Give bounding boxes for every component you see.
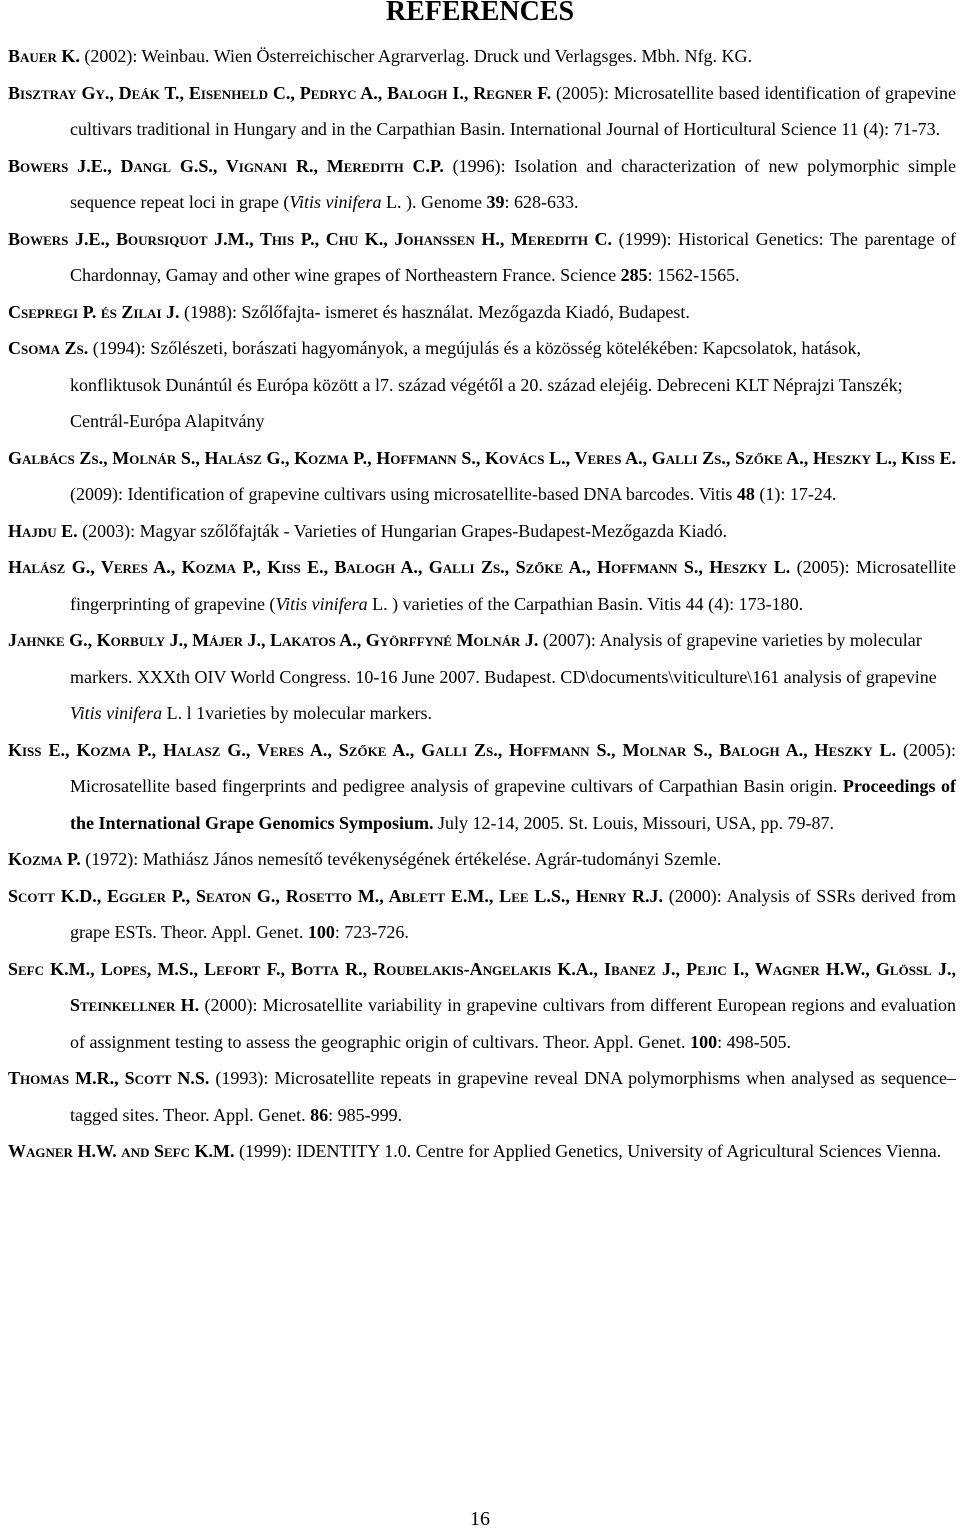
- reference-item: [8, 221, 956, 294]
- reference-item: [8, 148, 956, 221]
- reference-text: (2000): Microsatellite variability in grapevine cultivars from different European regions and evaluation of assignment testing to assess the geographic origin of cultivars. Theor. Appl. Genet.: [70, 995, 957, 1052]
- reference-text: (1972): Mathiász János nemesítő tevékenységének értékelése. Agrár-tudományi Szemle.: [80, 849, 722, 869]
- reference-item: [8, 440, 956, 513]
- reference-authors: Bauer K.: [8, 46, 80, 66]
- reference-item: [8, 549, 956, 622]
- reference-text: : 498-505.: [717, 1031, 792, 1052]
- volume-number: 285: [620, 265, 648, 285]
- reference-item: [8, 75, 956, 148]
- reference-item: [8, 951, 956, 1061]
- reference-authors: Bisztray Gy., Deák T., Eisenheld C., Pedryc A., Balogh I., Regner F.: [8, 82, 552, 103]
- reference-authors: Bowers J.E., Dangl G.S., Vignani R., Meredith C.P.: [8, 155, 444, 176]
- reference-authors: Kozma P.: [8, 849, 81, 869]
- reference-authors: Csepregi P. és Zilai J.: [8, 301, 180, 322]
- reference-authors: Bowers J.E., Boursiquot J.M., This P., Chu K., Johanssen H., Meredith C.: [8, 228, 613, 249]
- reference-text: L. ) varieties of the Carpathian Basin. Vitis 44 (4): 173-180.: [367, 593, 804, 614]
- reference-text: (1993): Microsatellite repeats in grapevine reveal DNA polymorphisms when analysed as sequence–tagged sites. Theor. Appl. Genet.: [70, 1068, 957, 1125]
- reference-text: : 628-633.: [504, 192, 579, 212]
- reference-authors: Wagner H.W. and Sefc K.M.: [8, 1141, 235, 1161]
- species-name: Vitis vinifera: [70, 703, 163, 723]
- volume-number: 86: [310, 1104, 329, 1125]
- reference-item: [8, 1060, 956, 1133]
- volume-number: 48: [736, 484, 755, 504]
- reference-text: (2005): Microsatellite based identification of grapevine cultivars traditional in Hungary and in the Carpathian Basin. International Journal of Horticultural Science 11 (4): 71-73.: [70, 82, 956, 139]
- reference-authors: Jahnke G., Korbuly J., Májer J., Lakatos A., Györffyné Molnár J.: [8, 630, 539, 650]
- reference-item: [8, 330, 956, 440]
- reference-item: [8, 878, 956, 951]
- reference-text: : 985-999.: [328, 1104, 403, 1125]
- reference-text: (2005): Microsatellite based fingerprints and pedigree analysis of grapevine cultivars of Carpathian Basin origin.: [70, 739, 957, 796]
- reference-item: [8, 294, 956, 331]
- reference-list: [8, 38, 956, 1170]
- reference-authors: Halász G., Veres A., Kozma P., Kiss E., Balogh A., Galli Zs., Szőke A., Hoffmann S., Heszky L.: [8, 557, 791, 577]
- page-title: REFERENCES: [385, 0, 575, 27]
- reference-authors: Hajdu E.: [8, 520, 78, 541]
- reference-text: (2000): Analysis of SSRs derived from grape ESTs. Theor. Appl. Genet.: [70, 885, 956, 942]
- reference-text: (2002): Weinbau. Wien Österreichischer Agrarverlag. Druck und Verlagsges. Mbh. Nfg. KG.: [79, 46, 752, 66]
- reference-text: L. l 1varieties by molecular markers.: [162, 703, 433, 723]
- reference-text: (1994): Szőlészeti, borászati hagyományok, a megújulás és a közösség kötelékében: Kapcsolatok, hatások, konfliktusok Dunántúl és Európa között a l7. század végétől a 20. század elejéig. Debreceni KLT Néprajzi Tanszék; Centrál-Európa Alapitvány: [70, 338, 903, 431]
- reference-text: L. ). Genome: [381, 192, 487, 212]
- volume-number: 100: [307, 922, 335, 942]
- reference-authors: Sefc K.M., Lopes, M.S., Lefort F., Botta R., Roubelakis-Angelakis K.A., Ibanez J., Pejic I., Wagner H.W., Glössl J., Steinkellner H.: [8, 958, 956, 1015]
- species-name: Vitis vinifera: [289, 192, 382, 212]
- reference-text: (2009): Identification of grapevine cultivars using microsatellite-based DNA barcodes. Vitis: [70, 484, 737, 504]
- reference-text: (1999): Historical Genetics: The parentage of Chardonnay, Gamay and other wine grapes of Northeastern France. Science: [70, 228, 956, 285]
- reference-text: (1): 17-24.: [754, 484, 837, 504]
- volume-number: 39: [486, 192, 505, 212]
- reference-text: : 1562-1565.: [647, 265, 740, 285]
- reference-text: (2005): Microsatellite fingerprinting of grapevine (: [70, 557, 956, 614]
- reference-item: [8, 732, 956, 842]
- reference-text: (1988): Szőlőfajta- ismeret és használat. Mezőgazda Kiadó, Budapest.: [179, 301, 690, 322]
- reference-authors: Thomas M.R., Scott N.S.: [8, 1068, 210, 1088]
- reference-text: (2007): Analysis of grapevine varieties by molecular markers. XXXth OIV World Congress. 10-16 June 2007. Budapest. CD\documents\viticulture\161 analysis of grapevine: [70, 630, 937, 687]
- volume-number: 100: [690, 1031, 718, 1052]
- reference-item: [8, 513, 956, 550]
- reference-item: [8, 1133, 956, 1170]
- reference-authors: Scott K.D., Eggler P., Seaton G., Rosetto M., Ablett E.M., Lee L.S., Henry R.J.: [8, 885, 663, 906]
- reference-text: (1996): Isolation and characterization of new polymorphic simple sequence repeat loci in grape (: [70, 155, 957, 212]
- reference-text: (2003): Magyar szőlőfajták - Varieties of Hungarian Grapes-Budapest-Mezőgazda Kiadó.: [77, 520, 728, 541]
- reference-authors: Kiss E., Kozma P., Halasz G., Veres A., Szőke A., Galli Zs., Hoffmann S., Molnar S., Balogh A., Heszky L.: [8, 739, 897, 760]
- page-number: 16: [470, 1508, 490, 1530]
- reference-item: [8, 622, 956, 732]
- reference-text: : 723-726.: [334, 922, 409, 942]
- reference-text: July 12-14, 2005. St. Louis, Missouri, USA, pp. 79-87.: [433, 812, 835, 833]
- reference-authors: Galbács Zs., Molnár S., Halász G., Kozma P., Hoffmann S., Kovács L., Veres A., Galli Zs., Szőke A., Heszky L., Kiss E.: [8, 447, 956, 468]
- reference-item: [8, 841, 956, 878]
- reference-text: (1999): IDENTITY 1.0. Centre for Applied Genetics, University of Agricultural Sciences Vienna.: [234, 1141, 942, 1161]
- reference-authors: Csoma Zs.: [8, 338, 89, 358]
- species-name: Vitis vinifera: [275, 593, 368, 614]
- proceedings-title: Proceedings of the International Grape Genomics Symposium.: [70, 776, 956, 833]
- reference-item: [8, 38, 956, 75]
